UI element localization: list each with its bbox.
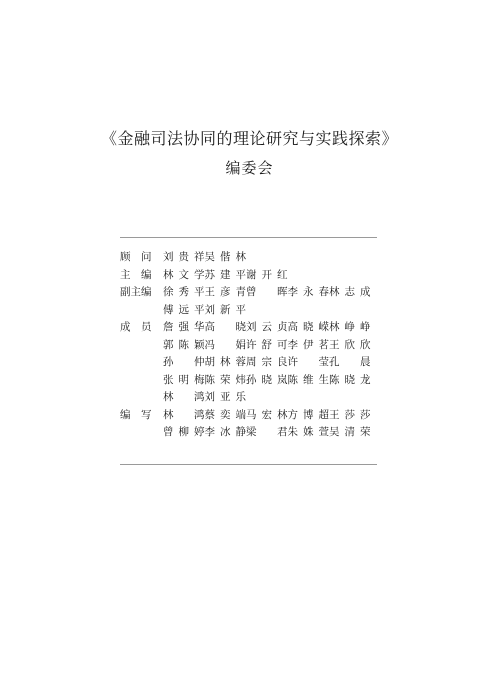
roster-role: 编 写 <box>120 408 152 421</box>
member-name: 吴偕林 <box>204 251 246 263</box>
member-name: 林志成 <box>329 286 371 298</box>
roster-row <box>120 389 380 407</box>
member-name: 李冰静 <box>204 426 246 438</box>
roster-names <box>163 354 371 372</box>
member-name: 朱姝萱 <box>287 426 329 438</box>
bottom-divider <box>120 464 377 465</box>
roster-role <box>120 337 163 355</box>
roster-row <box>120 424 380 442</box>
roster-names <box>163 372 371 390</box>
member-name: 曾 晖 <box>246 286 288 298</box>
roster-row <box>120 319 380 337</box>
roster-row <box>120 407 380 425</box>
roster-names <box>163 302 246 320</box>
member-name: 詹强华 <box>163 321 205 333</box>
member-name: 冯 娟 <box>204 338 246 351</box>
member-name: 刘云贞 <box>246 321 288 333</box>
roster-names <box>163 337 371 355</box>
roster-names <box>163 284 371 302</box>
book-title: 《金融司法协同的理论研究与实践探索》 <box>100 129 398 148</box>
roster-row <box>120 302 380 320</box>
roster-names <box>163 267 288 285</box>
member-name: 梁 君 <box>246 426 288 438</box>
member-name: 孙晓岚 <box>246 373 288 386</box>
member-name: 孔 晨 <box>329 356 371 368</box>
member-name: 陈晓龙 <box>329 373 371 386</box>
member-name: 蔡奕端 <box>204 408 246 421</box>
roster-role: 副主编 <box>120 286 152 298</box>
member-name: 方博超 <box>287 408 329 421</box>
member-name: 王彦青 <box>204 286 246 298</box>
member-name: 刘新平 <box>204 303 246 316</box>
roster-role <box>120 354 163 372</box>
member-name: 林峥峥 <box>329 321 371 333</box>
roster-role: 主 编 <box>120 268 152 281</box>
roster-names <box>163 389 246 407</box>
member-name: 孙 仲 <box>163 356 205 368</box>
roster-names <box>163 407 371 425</box>
member-name: 苏建平 <box>204 268 246 281</box>
roster-row <box>120 284 380 302</box>
member-name: 李伊茗 <box>287 338 329 351</box>
roster-names <box>163 424 371 442</box>
member-name: 胡林蓉 <box>204 356 246 368</box>
member-name: 林 鸿 <box>163 408 205 421</box>
roster-role <box>120 302 163 320</box>
member-name: 刘亚乐 <box>204 391 246 403</box>
member-name: 高晓嵘 <box>287 321 329 333</box>
member-name: 周宗良 <box>246 356 288 368</box>
member-name: 郭陈颖 <box>163 338 205 351</box>
roster-row <box>120 267 380 285</box>
roster-role <box>120 389 163 407</box>
roster-row <box>120 354 380 372</box>
editorial-board-heading: 编委会 <box>225 159 274 177</box>
roster-row <box>120 337 380 355</box>
member-name: 林 鸿 <box>163 391 205 403</box>
member-name: 徐秀平 <box>163 286 205 298</box>
roster-row <box>120 372 380 390</box>
member-name: 许舒可 <box>246 338 288 351</box>
member-name: 许 莹 <box>287 356 329 368</box>
roster-role <box>120 372 163 390</box>
member-name: 吴清荣 <box>329 426 371 438</box>
roster-names <box>163 319 371 337</box>
member-name: 王莎莎 <box>329 408 371 421</box>
member-name: 曾柳婷 <box>163 426 205 438</box>
member-name: 李永春 <box>287 286 329 298</box>
member-name: 张明梅 <box>163 373 205 386</box>
roster-names <box>163 249 246 267</box>
roster-row <box>120 249 380 267</box>
member-name: 林文学 <box>163 268 205 281</box>
roster-role: 成 员 <box>120 321 152 333</box>
member-name: 马宏林 <box>246 408 288 421</box>
member-name: 高 晓 <box>204 321 246 333</box>
member-name: 陈维生 <box>287 373 329 386</box>
member-name: 陈荣炜 <box>204 373 246 386</box>
top-divider <box>120 237 377 238</box>
member-name: 傅远平 <box>163 303 205 316</box>
member-name: 刘贵祥 <box>163 251 205 263</box>
roster-role: 顾 问 <box>120 251 152 263</box>
editorial-board-roster <box>120 249 380 442</box>
roster-role <box>120 424 163 442</box>
member-name: 王欣欣 <box>329 338 371 351</box>
member-name: 谢开红 <box>246 268 288 281</box>
